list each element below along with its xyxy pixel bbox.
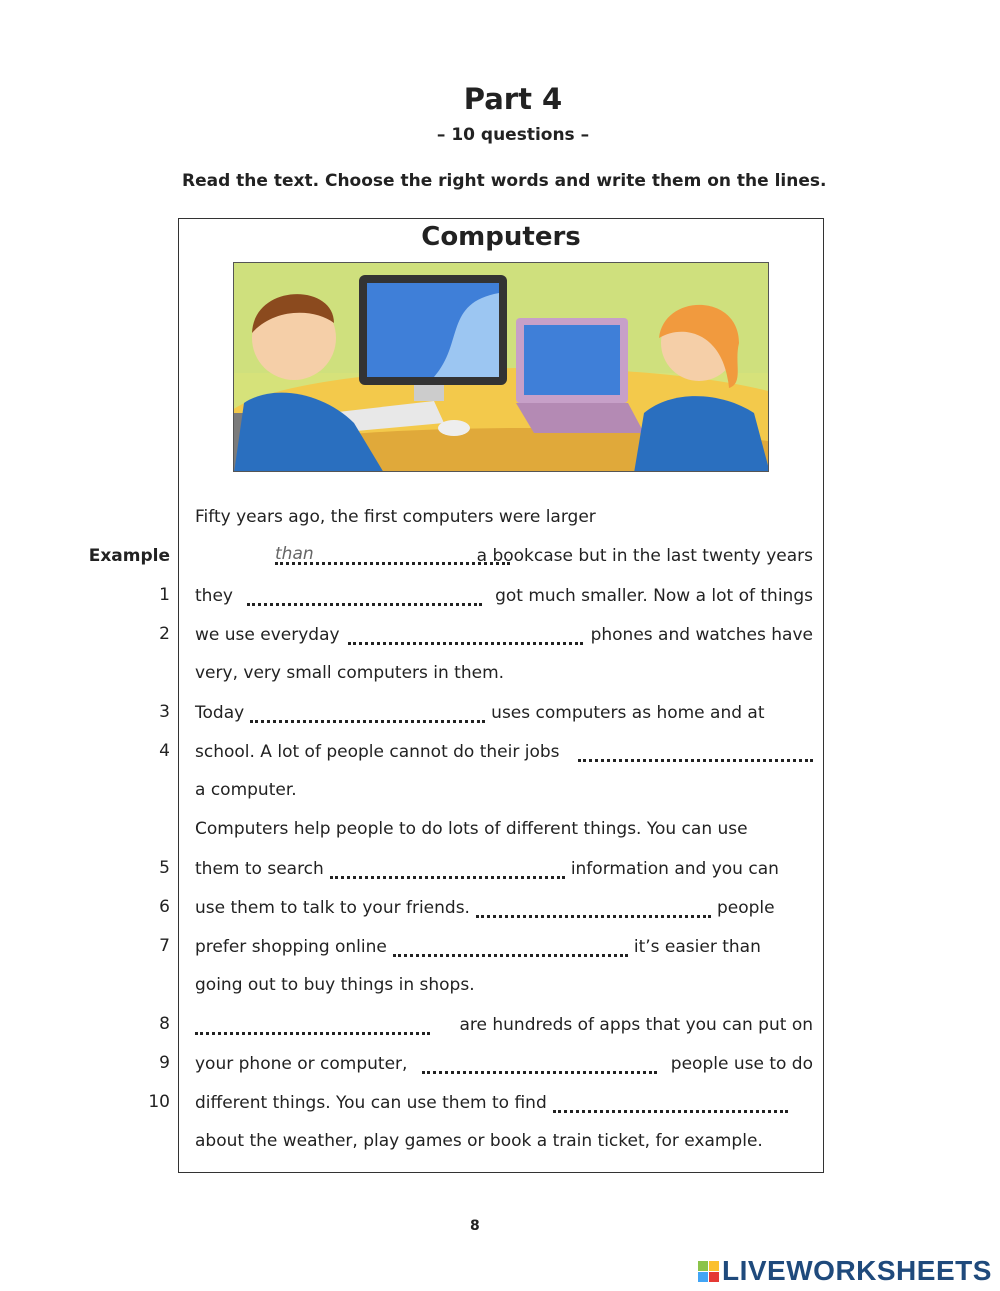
- line-text: [195, 585, 813, 606]
- text-segment: people use to do: [670, 1054, 813, 1074]
- passage-line: [0, 656, 1000, 695]
- answer-input-6[interactable]: [476, 897, 711, 918]
- logo-icon: [698, 1261, 719, 1282]
- text-segment: your phone or computer,: [195, 1054, 408, 1074]
- question-number: 7: [159, 936, 170, 956]
- answer-input-1[interactable]: [247, 585, 482, 606]
- text-segment: Today: [195, 703, 245, 723]
- line-text: [195, 741, 813, 762]
- logo-tile: [698, 1272, 708, 1282]
- passage-line: [0, 539, 1000, 578]
- text-segment: uses computers as home and at: [491, 703, 765, 723]
- question-number: 8: [159, 1014, 170, 1034]
- line-text: [195, 936, 813, 957]
- text-segment: phones and watches have: [590, 625, 813, 645]
- text-segment: about the weather, play games or book a train ticket, for example.: [195, 1131, 763, 1151]
- passage-line: [0, 773, 1000, 812]
- text-segment: are hundreds of apps that you can put on: [459, 1015, 813, 1035]
- passage-line: [0, 812, 1000, 851]
- question-number: 9: [159, 1053, 170, 1073]
- passage-line: [0, 617, 1000, 656]
- passage-line: [0, 929, 1000, 968]
- question-number: 5: [159, 858, 170, 878]
- passage-line: [0, 968, 1000, 1007]
- question-count: – 10 questions –: [436, 125, 590, 145]
- example-answer-text: than: [275, 544, 314, 564]
- passage-line: [0, 578, 1000, 617]
- question-number: 6: [159, 897, 170, 917]
- line-text: [195, 1014, 813, 1035]
- line-text: [195, 858, 813, 879]
- line-text: [195, 663, 813, 683]
- text-segment: people: [716, 898, 775, 918]
- line-text: [195, 1053, 813, 1074]
- text-segment: school. A lot of people cannot do their jobs: [195, 742, 560, 762]
- question-number: 1: [159, 585, 170, 605]
- line-text: [195, 897, 813, 918]
- answer-input-2[interactable]: [348, 624, 583, 645]
- question-number: 3: [159, 702, 170, 722]
- logo-tile: [698, 1261, 708, 1271]
- text-title: Computers: [421, 222, 581, 252]
- line-text: [195, 975, 813, 995]
- passage-line: [0, 1085, 1000, 1124]
- text-segment: got much smaller. Now a lot of things: [495, 586, 813, 606]
- line-text: [195, 1092, 813, 1113]
- passage-line: [0, 851, 1000, 890]
- line-text: [195, 780, 813, 800]
- passage-line: [0, 1007, 1000, 1046]
- passage-line: [0, 1046, 1000, 1085]
- illustration-children-computers: [233, 262, 769, 472]
- answer-input-7[interactable]: [393, 936, 628, 957]
- line-text: [195, 624, 813, 645]
- answer-input-5[interactable]: [330, 858, 565, 879]
- text-segment: very, very small computers in them.: [195, 663, 505, 683]
- instructions: Read the text. Choose the right words and write them on the lines.: [182, 171, 827, 191]
- text-segment: different things. You can use them to find: [195, 1093, 547, 1113]
- text-segment: Computers help people to do lots of different things. You can use: [195, 819, 748, 839]
- passage-line: [0, 500, 1000, 539]
- text-segment: going out to buy things in shops.: [195, 975, 475, 995]
- text-segment: Fifty years ago, the first computers were larger: [195, 507, 596, 527]
- text-segment: a computer.: [195, 780, 297, 800]
- logo-tile: [709, 1261, 719, 1271]
- question-number: 2: [159, 624, 170, 644]
- answer-input-10[interactable]: [553, 1092, 788, 1113]
- line-text: [195, 1131, 813, 1151]
- answer-input-3[interactable]: [250, 702, 485, 723]
- line-text: [195, 819, 813, 839]
- line-text: [195, 507, 813, 527]
- logo-tile: [709, 1272, 719, 1282]
- text-segment: we use everyday: [195, 625, 340, 645]
- text-segment: a bookcase but in the last twenty years: [476, 546, 813, 566]
- answer-input-8[interactable]: [195, 1014, 430, 1035]
- answer-input-9[interactable]: [422, 1053, 657, 1074]
- logo-text: LIVEWORKSHEETS: [722, 1255, 992, 1286]
- passage-line: [0, 695, 1000, 734]
- text-segment: them to search: [195, 859, 324, 879]
- passage-line: [0, 734, 1000, 773]
- question-number: 10: [148, 1092, 170, 1112]
- question-number: 4: [159, 741, 170, 761]
- text-segment: information and you can: [570, 859, 779, 879]
- text-segment: they: [195, 586, 233, 606]
- text-segment: prefer shopping online: [195, 937, 387, 957]
- text-segment: use them to talk to your friends.: [195, 898, 470, 918]
- text-segment: it’s easier than: [633, 937, 761, 957]
- page-number: 8: [470, 1218, 480, 1234]
- answer-input-4[interactable]: [578, 741, 813, 762]
- line-text: [195, 546, 813, 566]
- passage-line: [0, 890, 1000, 929]
- part-title: Part 4: [463, 82, 563, 116]
- passage-line: [0, 1124, 1000, 1163]
- example-label: Example: [88, 546, 170, 566]
- liveworksheets-logo: [698, 1255, 992, 1287]
- line-text: [195, 702, 813, 723]
